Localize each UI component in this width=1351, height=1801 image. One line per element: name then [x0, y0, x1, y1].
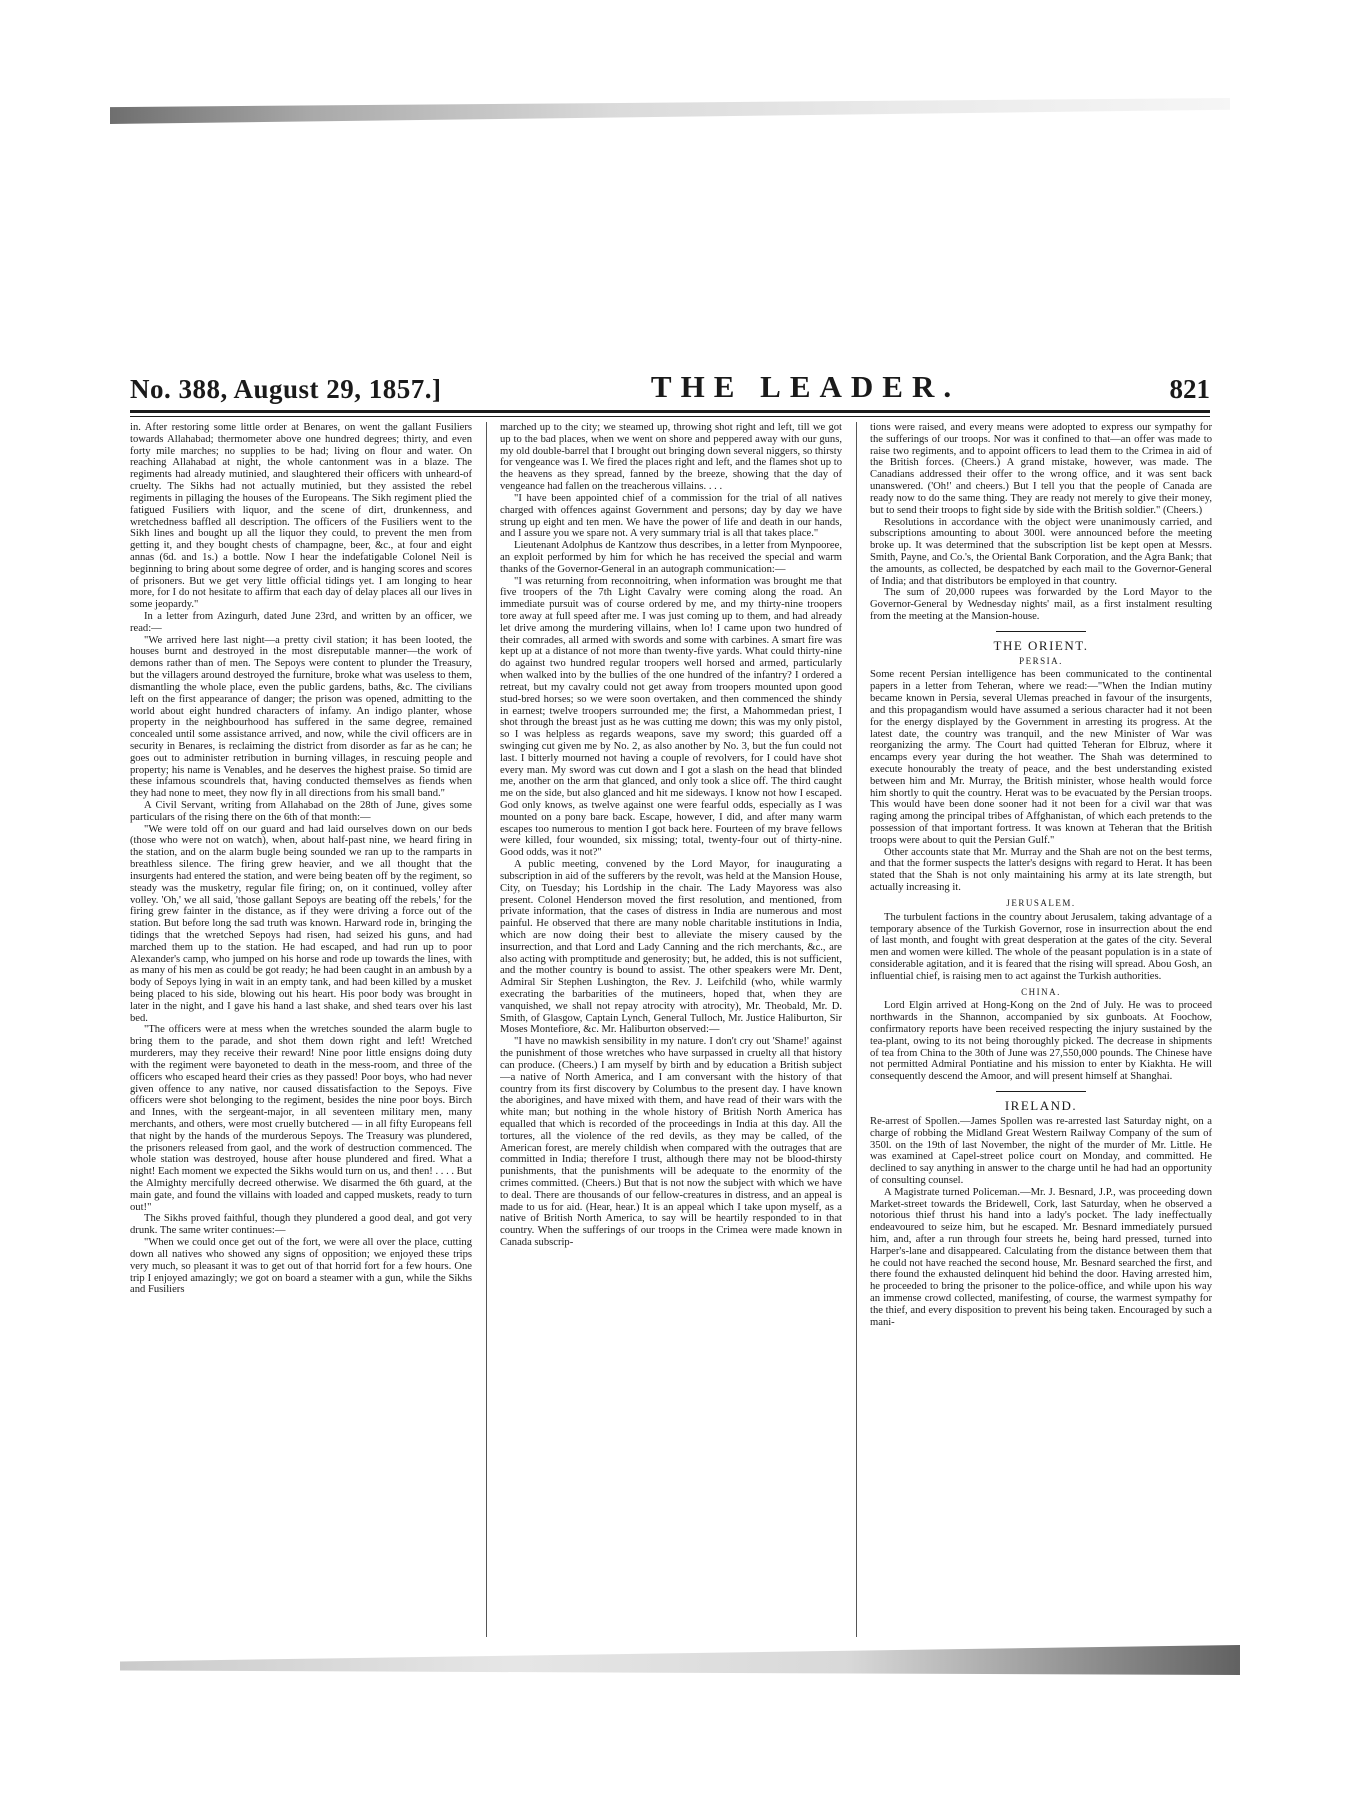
page-header	[130, 367, 1210, 405]
subsection-title-china: CHINA.	[1021, 986, 1061, 997]
subsection-title-persia: PERSIA.	[1019, 655, 1063, 666]
section-divider	[996, 631, 1086, 632]
paragraph: Other accounts state that Mr. Murray and the Shah are not on the best terms, and that the former suspects the latter's designs with regard to Herat. It has been stated that the Shah is not only maintaining his army at its late strength, but actually increasing it.	[870, 846, 1212, 894]
paragraph: in. After restoring some little order at Benares, on went the gallant Fusiliers towards Allahabad; thermometer above one hundred degrees; thirty, and even forty mile marches; no supplies to be had; living on flour and water. On reaching Allahabad at night, the whole cantonment was in a blaze. The regiments had already mutinied, and slaughtered their officers with unheard-of cruelty. The Sikhs had not actually mutinied, but they assisted the rebel regiments in pillaging the houses of the Europeans. The Sikh regiment plied the fatigued Fusiliers with liquor, and the scene of dirt, drunkenness, and wretchedness baffled all description. The officers of the Fusiliers went to the Sikh lines and bought up all the liquor they could, to prevent the men from getting it, and they bought chests of champagne, beer, &c., at four and eight annas (6d. and 1s.) a bottle. Now I hear the indefatigable Colonel Neil is beginning to bring about some degree of order, and is hanging scores and scores of prisoners. But we get very little official tidings yet. I am longing to hear more, for I do not hesitate to affirm that each day of delay places all our lives in some jeopardy."	[130, 422, 472, 611]
paragraph: "We arrived here last night—a pretty civil station; it has been looted, the houses burnt and destroyed in the most disreputable manner—the work of demons rather than of men. The Sepoys were content to plunder the Treasury, but the villagers around destroyed the furniture, broke what was useless to them, dismantling the whole place, even the public gardens, baths, &c. The civilians left on the first appearance of danger; the prison was opened, admitting to the world about eight hundred characters of infamy. An indigo planter, whose property in the neighbourhood has suffered in the same degree, remained concealed until some assistance arrived, and now, while the civil officers are in security in Benares, is reclaiming the district from disorder as far as he can; he goes out to administer retribution in burning villages, in rescuing people and property; his name is Venables, and he deserves the highest praise. So timid are these infamous scoundrels that, having conducted themselves as fiends when they had none to meet, they now fly in all directions from his small band."	[130, 634, 472, 800]
section-title-orient: THE ORIENT.	[993, 637, 1089, 653]
issue-date: No. 388, August 29, 1857.]	[130, 374, 442, 404]
paragraph: "I have been appointed chief of a commission for the trial of all natives charged with offences against Government and persons; day by day we have strung up eight and ten men. We have the power of life and death in our hands, and I assure you we spare not. A very summary trial is all that takes place."	[500, 492, 842, 540]
column-3	[870, 422, 1212, 1637]
masthead-title: THE LEADER.	[650, 369, 961, 404]
paragraph: "I have no mawkish sensibility in my nature. I don't cry out 'Shame!' against the punishment of those wretches who have surpassed in cruelty all that history can produce. (Cheers.) I am myself by birth and by education a British subject—a native of North America, and I am conversant with the history of that country from its first discovery by Columbus to the present day. I have known the aborigines, and have mixed with them, and have read of their wars with the white man; but nothing in the whole history of British North America has equalled that which is recorded of the proceedings in India at this day. All the tortures, all the violence of the red devils, as they may be called, of the American forest, are merely childish when compared with the outrages that are committed in India; therefore I trust, although there may not be blood-thirsty punishments, that the punishments will be adequate to the enormity of the crimes committed. (Cheers.) But that is not now the subject with which we have to deal. There are thousands of our fellow-creatures in distress, and an appeal is made to us for aid. (Hear, hear.) It is an appeal which I take upon myself, as a native of British North America, to say will be heartily responded to in that country. When the sufferings of our troops in the Crimea were made known in Canada subscrip-	[500, 1036, 842, 1249]
column-2	[500, 422, 842, 1637]
page-number: 821	[1169, 374, 1210, 404]
paragraph: "We were told off on our guard and had laid ourselves down on our beds (those who were not on watch), when, about half-past nine, we heard firing in the station, and on the alarm bugle being sounded we ran up to the ramparts in breathless silence. The firing grew heavier, and we all thought that the insurgents had entered the station, and were being beaten off by the regiment, so steady was the musketry, regular file firing; on, on it continued, volley after volley. 'Oh,' we all said, 'those gallant Sepoys are beating off the rebels,' for the firing grew fainter in the distance, as if they were driving a force out of the station. But before long the sad truth was known. Harward rode in, bringing the tidings that the wretched Sepoys had risen, had seized his guns, and had marched them up to the station. He had escaped, and had run up to poor Alexander's camp, who jumped on his horse and rode up towards the lines, with as many of his men as could be got ready; he had been caught in an ambush by a body of Sepoys lying in wait in an empty tank, and had been killed by a musket being placed to his side, blowing out his heart. His poor body was brought in later in the night, and I gave his hand a last shake, and shed tears over his last bed.	[130, 823, 472, 1024]
paragraph: Lord Elgin arrived at Hong-Kong on the 2nd of July. He was to proceed northwards in the Shannon, accompanied by six gunboats. At Foochow, confirmatory reports have been received respecting the injury sustained by the tea-plant, owing to its not being thoroughly picked. The decrease in shipments of tea from China to the 30th of June was 27,550,000 pounds. The Chinese have not permitted Admiral Pontiatine and his mission to enter by Kiakhta. He will consequently descend the Amoor, and will present himself at Shanghai.	[870, 1000, 1212, 1083]
column-rule	[486, 422, 487, 1637]
section-title-ireland: IRELAND.	[1004, 1098, 1078, 1114]
paragraph: Resolutions in accordance with the object were unanimously carried, and subscriptions amounting to about 300l. were announced before the meeting broke up. It was determined that the subscription list be kept open at Messrs. Smith, Payne, and Co.'s, the Oriental Bank Corporation, and the Agra Bank; that the amounts, as collected, be despatched by each mail to the Governor-General of India; and that distributors be employed in that country.	[870, 516, 1212, 587]
section-divider	[996, 1091, 1086, 1092]
paragraph: "When we could once get out of the fort, we were all over the place, cutting down all natives who showed any signs of opposition; we enjoyed these trips very much, so pleasant it was to get out of that horrid fort for a few hours. One trip I enjoyed amazingly; we got on board a steamer with a gun, while the Sikhs and Fusiliers	[130, 1237, 472, 1296]
paragraph: In a letter from Azingurh, dated June 23rd, and written by an officer, we read:—	[130, 611, 472, 634]
scan-artifact-bottom	[120, 1645, 1240, 1675]
paragraph: A Magistrate turned Policeman.—Mr. J. Besnard, J.P., was proceeding down Market-street towards the Bridewell, Cork, last Saturday, when he observed a notorious thief thrust his hand into a lady's pocket. The lady ineffectually endeavoured to seize him, but he escaped. Mr. Besnard immediately pursued him, and, after a run through four streets he, being hard pressed, turned into Harper's-lane and disappeared. Calculating from the distance between them that he could not have reached the second house, Mr. Besnard searched the first, and there found the exhausted delinquent hid behind the door. Having arrested him, he proceeded to bring the prisoner to the police-office, and while upon his way an immense crowd collected, manifesting, of course, the warmest sympathy for the thief, and every disposition to prevent his being taken. Encouraged by such a mani-	[870, 1186, 1212, 1328]
paragraph: A Civil Servant, writing from Allahabad on the 28th of June, gives some particulars of the rising there on the 6th of that month:—	[130, 800, 472, 823]
column-rule	[856, 422, 857, 1637]
subsection-title-jerusalem: JERUSALEM.	[1006, 897, 1076, 908]
paragraph: marched up to the city; we steamed up, throwing shot right and left, till we got up to the bad places, when we went on shore and peppered away with our guns, my old double-barrel that I brought out bringing down several niggers, so thirsty for vengeance was I. We fired the places right and left, and the flames shot up to the heavens as they spread, fanned by the breeze, showing that the day of vengeance had fallen on the treacherous villains. . . .	[500, 422, 842, 493]
paragraph: The turbulent factions in the country about Jerusalem, taking advantage of a temporary absence of the Turkish Governor, rose in insurrection about the end of last month, and fought with great desperation at the gates of the city. Several men and women were killed. The whole of the peasant population is in a state of considerable agitation, and it is feared that the rising will spread. Abou Gosh, an influential chief, is raising men to act against the Turkish authorities.	[870, 911, 1212, 982]
scan-artifact-top	[110, 98, 1230, 124]
paragraph: A public meeting, convened by the Lord Mayor, for inaugurating a subscription in aid of the sufferers by the revolt, was held at the Mansion House, City, on Tuesday; his Lordship in the chair. The Lady Mayoress was also present. Colonel Henderson moved the first resolution, and mentioned, from private information, that the cases of distress in India are numerous and most painful. He observed that there are many noble charitable institutions in India, which are now doing their best to alleviate the misery caused by the insurrection, and that Lord and Lady Canning and the rich merchants, &c., are also acting with promptitude and generosity; but, he added, this is not sufficient, and the mother country is bound to assist. The other speakers were Mr. Dent, Admiral Sir Stephen Lushington, the Rev. J. Leifchild (who, while warmly execrating the barbarities of the mutineers, hoped that, when they are vanquished, we shall not repay atrocity with atrocity), Mr. Theobald, Mr. D. Smith, of Glasgow, Captain Lynch, General Tulloch, Mr. Justice Haliburton, Sir Moses Montefiore, &c. Mr. Haliburton observed:—	[500, 859, 842, 1036]
paragraph: Lieutenant Adolphus de Kantzow thus describes, in a letter from Mynpooree, an exploit performed by him for which he has received the special and warm thanks of the Governor-General in an autograph communication:—	[500, 540, 842, 575]
paragraph: Some recent Persian intelligence has been communicated to the continental papers in a letter from Teheran, where we read:—"When the Indian mutiny became known in Persia, several Ulemas preached in favour of the insurgents, and this propagandism would have assumed a serious character had it not been for the energy displayed by the Government in arresting its progress. At the latest date, the country was tranquil, and the new Minister of War was reorganizing the army. The Court had quitted Teheran for Elbruz, where it encamps every year during the hot weather. The Shah was determined to execute honourably the treaty of peace, and the best understanding existed between him and Mr. Murray, the British minister, whose health would force him shortly to quit the country. Herat was to be evacuated by the Persian troops. This would have been done sooner had it not been for a civil war that was raging among the principal tribes of Affghanistan, of which each pretends to the possession of that important fortress. It was known at Teheran that the British troops were about to quit the Persian Gulf."	[870, 669, 1212, 846]
paragraph: The sum of 20,000 rupees was forwarded by the Lord Mayor to the Governor-General by Wednesday nights' mail, as a first instalment resulting from the meeting at the Mansion-house.	[870, 587, 1212, 622]
header-rule-thick	[130, 410, 1210, 413]
paragraph: The Sikhs proved faithful, though they plundered a good deal, and got very drunk. The same writer continues:—	[130, 1213, 472, 1237]
paragraph: "The officers were at mess when the wretches sounded the alarm bugle to bring them to the parade, and shot them down right and left! Wretched murderers, may they receive their reward! Nine poor little ensigns doing duty with the regiment were bayoneted to death in the mess-room, and three of the officers who escaped heard their cries as they passed! Poor boys, who had never given offence to any native, nor caused dissatisfaction to the Sepoys. Five officers were shot belonging to the regiment, besides the nine poor boys. Birch and Innes, with the sergeant-major, in all seventeen military men, many merchants, and others, were most cruelly butchered — in all fifty Europeans fell that night by the hands of the murderous Sepoys. The Treasury was plundered, the prisoners released from gaol, and the work of destruction commenced. The whole station was destroyed, house after house plundered and fired. What a night! Each moment we expected the Sikhs would turn on us, and then! . . . . But the Almighty mercifully decreed otherwise. We disarmed the 6th guard, at the main gate, and found the villains with loaded and capped muskets, ready to turn out!"	[130, 1024, 472, 1213]
header-rule-thin	[130, 416, 1210, 417]
paragraph: "I was returning from reconnoitring, when information was brought me that five troopers of the 7th Light Cavalry were coming along the road. An immediate pursuit was of course ordered by me, and my thirty-nine troopers tore away at full speed after me. I was just coming up to them, and had already let drive among the murdering villains, when lo! I came upon two hundred of their comrades, all armed with swords and some with carbines. A smart fire was kept up at a distance of not more than twenty-five yards. What could thirty-nine do against two hundred regular troopers well horsed and armed, particularly when walked into by the bullies of the one hundred of the infantry? I ordered a retreat, but my cavalry could not get away from troopers mounted upon good stud-bred horses; so we were soon overtaken, and then commenced the shindy in earnest; twelve troopers surrounded me; the first, a Mahommedan priest, I shot through the breast just as he was cutting me down; this was my only pistol, so I was helpless as regards weapons, save my sword; this guarded off a swinging cut given me by No. 2, as also another by No. 3, but the fun could not last. I bitterly mourned not having a couple of revolvers, for I could have shot every man. My sword was cut down and I got a slash on the head that blinded me, another on the arm that glanced, and only took a slice off. The third caught me on the side, but also glanced and hit me sideways. I know not how I escaped. God only knows, as twelve against one were fearful odds, especially as I was mounted on a pony bare back. Escape, however, I did, and after many warm escapes too numerous to mention I got back here. Fourteen of my brave fellows were killed, four wounded, six missing; total, twenty-four out of thirty-nine. Good odds, was it not?"	[500, 575, 842, 859]
paragraph: Re-arrest of Spollen.—James Spollen was re-arrested last Saturday night, on a charge of robbing the Midland Great Western Railway Company of the sum of 350l. on the 19th of last November, the night of the murder of Mr. Little. He was examined at Capel-street police court on Monday, and committed. He declined to say anything in answer to the charge until he had had an opportunity of consulting counsel.	[870, 1115, 1212, 1186]
column-1	[130, 422, 472, 1637]
paragraph: tions were raised, and every means were adopted to express our sympathy for the sufferings of our troops. Nor was it confined to that—an offer was made to raise two regiments, and to appoint officers to lead them to the Crimea in aid of the British forces. (Cheers.) A grand mistake, however, was made. The Canadians addressed their offer to the wrong office, and it was sent back unanswered. ('Oh!' and cheers.) But I tell you that the people of Canada are ready now to do the same thing. They are ready not merely to give their money, but to send their troops to fight side by side with the British soldier." (Cheers.)	[870, 422, 1212, 516]
